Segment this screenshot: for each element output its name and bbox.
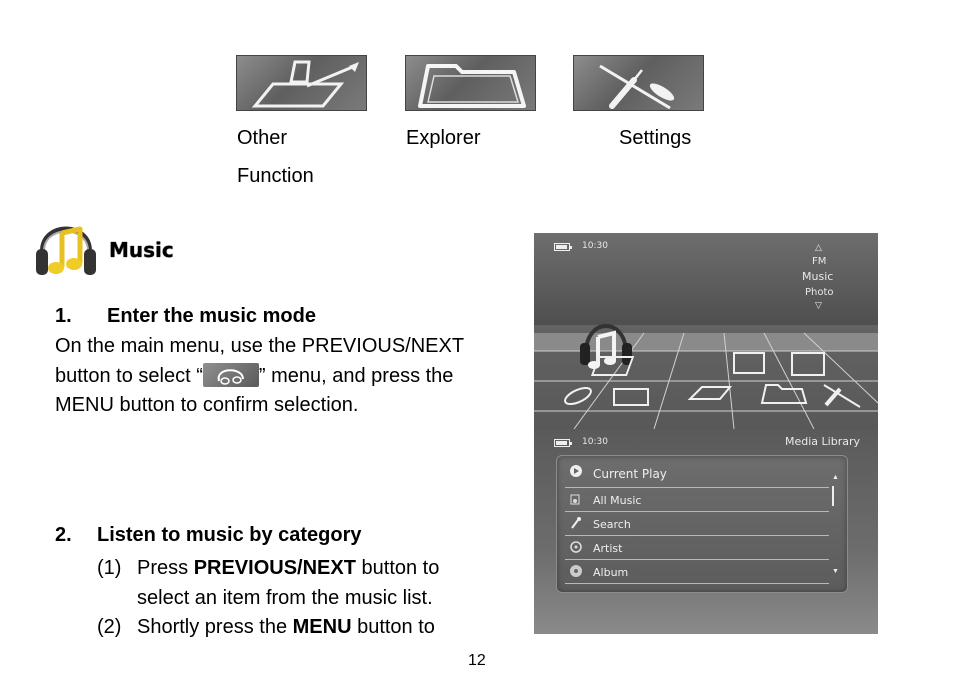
- step2-item1-number: (1): [97, 557, 122, 579]
- function-label: Function: [237, 165, 314, 187]
- device-media-library-screen: [534, 429, 878, 634]
- library-row-artist[interactable]: Artist: [565, 536, 829, 560]
- step1-line2: button to select “ ” menu, and press the: [55, 364, 454, 387]
- step1-heading: Enter the music mode: [107, 305, 316, 327]
- all-music-icon: [569, 492, 583, 506]
- step2-heading: Listen to music by category: [97, 524, 362, 546]
- step1-line3: MENU button to confirm selection.: [55, 394, 359, 416]
- other-function-icon: [236, 55, 367, 111]
- explorer-label: Explorer: [406, 127, 481, 149]
- library-list-panel: [556, 455, 848, 593]
- library-row-search[interactable]: Search: [565, 512, 829, 536]
- side-item-photo: Photo: [805, 287, 834, 298]
- menu-floor-grid: [534, 233, 878, 429]
- step1-number: 1.: [55, 305, 72, 327]
- step2-number: 2.: [55, 524, 72, 546]
- artist-icon: [569, 540, 583, 554]
- main-menu-time: 10:30: [582, 241, 608, 251]
- up-arrow-icon: △: [815, 243, 822, 253]
- current-play-icon: [569, 464, 583, 478]
- album-icon: [569, 564, 583, 578]
- side-item-fm: FM: [812, 256, 827, 267]
- library-row-album[interactable]: Album: [565, 560, 829, 584]
- headphones-icon: [34, 211, 98, 279]
- section-title: Music: [109, 238, 174, 262]
- music-menu-icon: [203, 363, 259, 387]
- step1-paragraph: [55, 332, 525, 421]
- page-number: 12: [468, 652, 486, 669]
- other-label: Other: [237, 127, 288, 149]
- settings-tools-icon: [573, 55, 704, 111]
- step1-line1: On the main menu, use the PREVIOUS/NEXT: [55, 335, 465, 357]
- explorer-folder-icon: [405, 55, 536, 111]
- settings-label: Settings: [619, 127, 692, 149]
- library-row-all-music[interactable]: All Music: [565, 488, 829, 512]
- library-title: Media Library: [785, 435, 860, 448]
- step2-item2-number: (2): [97, 616, 122, 638]
- library-row-current-play[interactable]: Current Play: [565, 460, 829, 488]
- side-item-music: Music: [802, 270, 834, 283]
- battery-icon: [554, 439, 570, 447]
- list-scrollbar[interactable]: ▲ ▼: [832, 474, 839, 575]
- search-icon: [569, 516, 583, 530]
- library-time: 10:30: [582, 437, 608, 447]
- device-main-menu-screen: [534, 233, 878, 429]
- step2-item1-text: Press PREVIOUS/NEXT button to select an item from the music list.: [137, 557, 440, 609]
- down-arrow-icon: ▽: [815, 301, 822, 311]
- step2-item2-text: Shortly press the MENU button to: [137, 616, 435, 638]
